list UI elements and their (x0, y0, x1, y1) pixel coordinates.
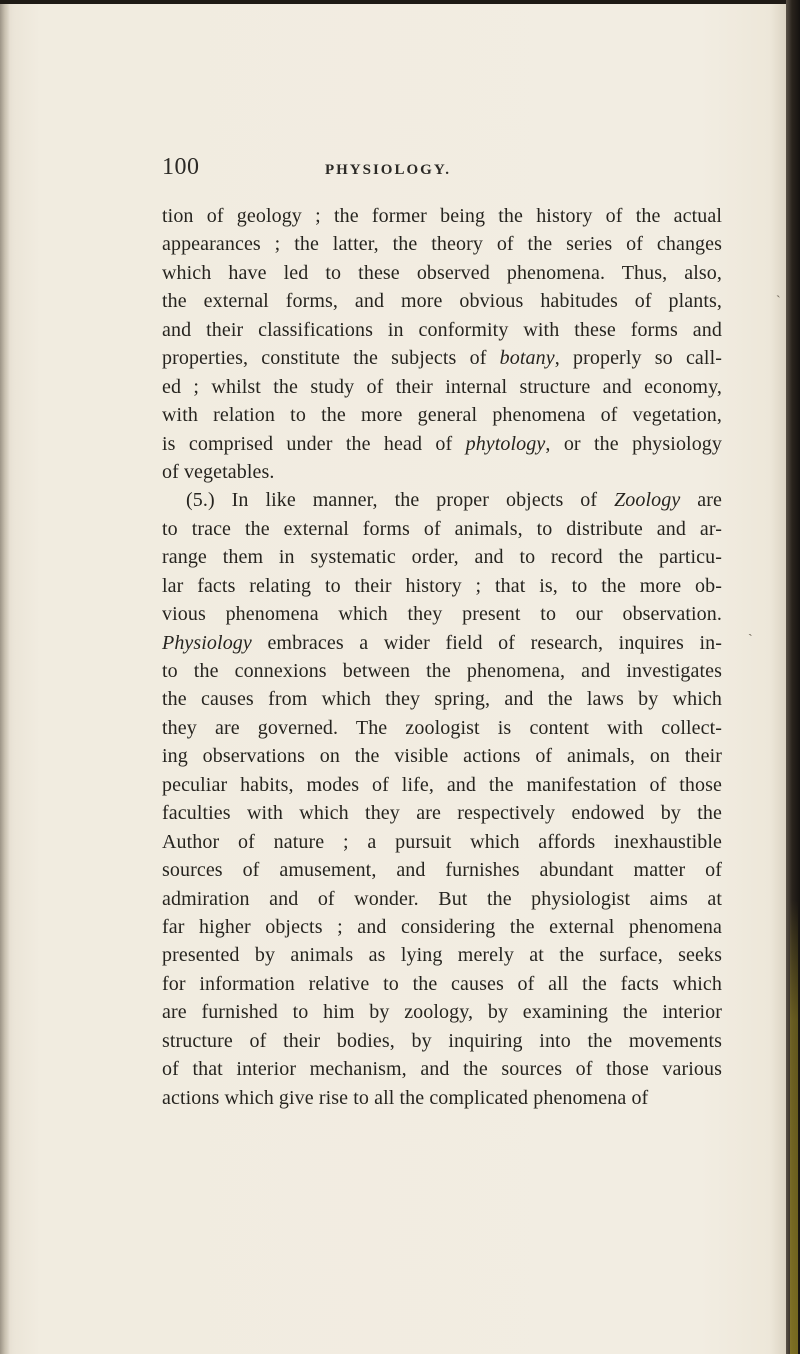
text-segment: the external forms, and more obvious habitudes of plants, (162, 290, 722, 313)
text-line (162, 486, 722, 514)
text-segment: which have led to these observed phenomena. Thus, also, (162, 261, 722, 284)
text-segment: and their classifications in conformity with these forms and (162, 318, 722, 341)
text-line (162, 685, 722, 713)
page-speck: ˎ (748, 622, 753, 637)
text-line (162, 344, 722, 372)
text-line (162, 259, 722, 287)
text-line (162, 316, 722, 344)
text-segment: , properly so call- (554, 347, 722, 370)
text-line (162, 828, 722, 856)
italic-term: botany (499, 347, 555, 370)
text-segment: properties, constitute the subjects of (162, 347, 500, 370)
text-line (162, 230, 722, 258)
text-line (162, 373, 722, 401)
text-line (162, 401, 722, 429)
scan-edge-tint (790, 900, 798, 1354)
text-segment: peculiar habits, modes of life, and the manifestation of those (162, 773, 722, 796)
text-segment: far higher objects ; and considering the external phenomena (162, 915, 722, 938)
text-segment: admiration and of wonder. But the physiologist aims at (162, 887, 722, 910)
text-segment: are (680, 489, 722, 512)
text-segment: to trace the external forms of animals, to distribute and ar- (162, 517, 722, 540)
italic-term: phytology (465, 432, 546, 455)
text-segment: range them in systematic order, and to record the particu- (162, 546, 722, 569)
text-segment: Author of nature ; a pursuit which affords inexhaustible (162, 830, 722, 853)
text-line (162, 714, 722, 742)
page-binding-shadow (0, 4, 10, 1354)
body-text (162, 202, 722, 1112)
text-line (162, 572, 722, 600)
text-segment: appearances ; the latter, the theory of the series of changes (162, 233, 722, 256)
text-line (162, 1055, 722, 1083)
text-segment: ed ; whilst the study of their internal structure and economy, (162, 375, 722, 398)
text-segment: lar facts relating to their history ; that is, to the more ob- (162, 574, 722, 597)
text-segment: structure of their bodies, by inquiring into the movements (162, 1029, 722, 1052)
text-line (162, 970, 722, 998)
text-line (162, 657, 722, 685)
text-segment: , or the physiology (545, 432, 722, 455)
text-line (162, 1084, 722, 1112)
text-segment: for information relative to the causes of all the facts which (162, 972, 722, 995)
text-line (162, 600, 722, 628)
running-title: PHYSIOLOGY. (324, 162, 452, 178)
page-number: 100 (162, 154, 200, 180)
text-line (162, 287, 722, 315)
italic-term: Physiology (162, 631, 252, 654)
text-line (162, 543, 722, 571)
text-line (162, 202, 722, 230)
text-line (162, 742, 722, 770)
text-line (162, 885, 722, 913)
text-segment: of vegetables. (162, 460, 275, 483)
page-speck: ˋ (776, 294, 781, 309)
text-segment: are furnished to him by zoology, by examining the interior (162, 1001, 722, 1024)
text-line (162, 941, 722, 969)
text-line (162, 998, 722, 1026)
text-segment: sources of amusement, and furnishes abundant matter of (162, 859, 722, 882)
text-line (162, 856, 722, 884)
text-segment: with relation to the more general phenomena of vegetation, (162, 404, 722, 427)
text-segment: they are governed. The zoologist is content with collect- (162, 716, 722, 739)
text-segment: embraces a wider field of research, inquires in- (251, 631, 722, 654)
text-line (162, 1027, 722, 1055)
text-segment: (5.) In like manner, the proper objects of (186, 489, 615, 512)
text-line (162, 458, 722, 486)
text-segment: presented by animals as lying merely at the surface, seeks (162, 944, 722, 967)
text-line (162, 430, 722, 458)
text-line (162, 913, 722, 941)
book-page (0, 4, 788, 1354)
text-segment: vious phenomena which they present to our observation. (162, 603, 722, 626)
text-segment: ing observations on the visible actions of animals, on their (162, 745, 722, 768)
text-segment: tion of geology ; the former being the history of the actual (162, 205, 722, 227)
page-header (162, 154, 682, 184)
text-line (162, 629, 722, 657)
text-segment: of that interior mechanism, and the sources of those various (162, 1058, 722, 1081)
italic-term: Zoology (614, 489, 681, 512)
text-line (162, 515, 722, 543)
text-line (162, 771, 722, 799)
text-segment: faculties with which they are respectively endowed by the (162, 802, 722, 825)
text-line (162, 799, 722, 827)
text-segment: to the connexions between the phenomena, and investigates (162, 660, 722, 682)
text-segment: actions which give rise to all the complicated phenomena of (162, 1086, 649, 1109)
text-segment: the causes from which they spring, and the laws by which (162, 688, 722, 711)
text-segment: is comprised under the head of (162, 432, 466, 455)
